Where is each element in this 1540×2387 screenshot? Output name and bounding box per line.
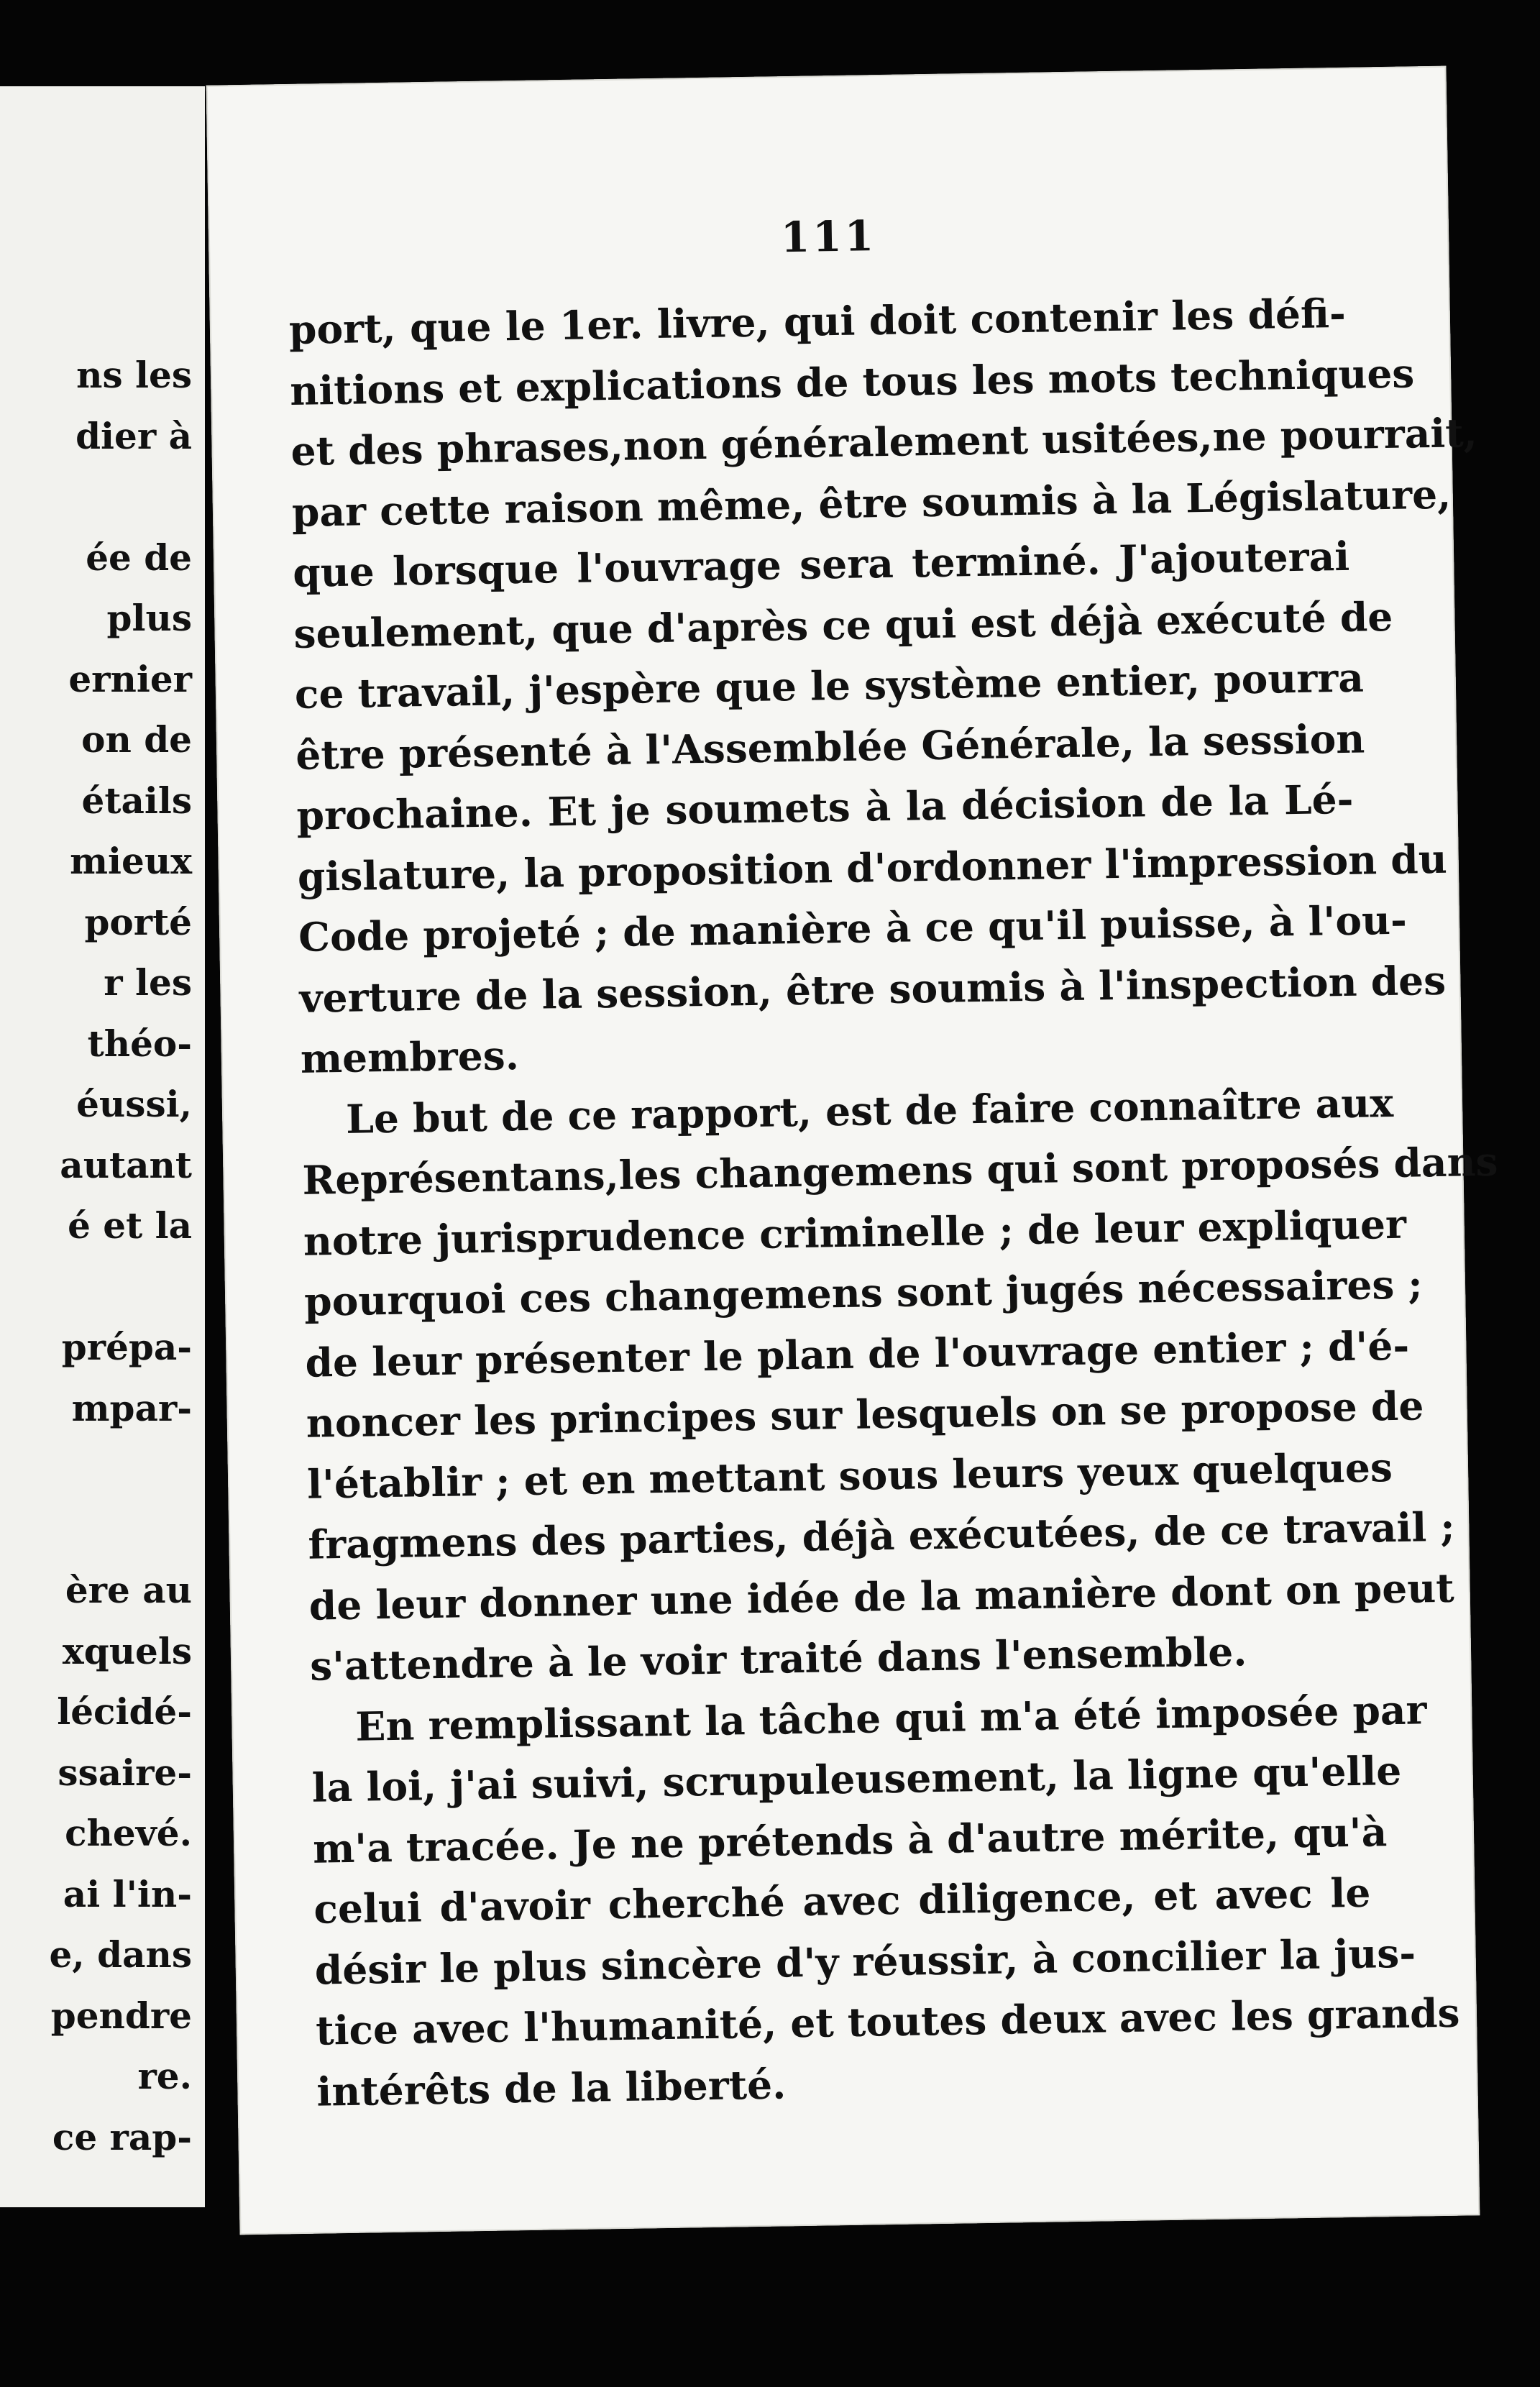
text-line: pourquoi ces changemens sont jugés nécessaires ;: [303, 1260, 1424, 1325]
text-line: membres.: [300, 1032, 520, 1082]
facing-line: r les: [104, 961, 192, 1004]
facing-line: re.: [137, 2055, 192, 2097]
text-line: port, que le 1er. livre, qui doit contenir les défi-: [288, 289, 1347, 353]
text-line: prochaine. Et je soumets à la décision de la Lé-: [296, 775, 1354, 839]
facing-page-left: [0, 86, 205, 2207]
facing-line: porté: [84, 900, 192, 943]
text-line: intérêts de la liberté.: [316, 2060, 787, 2115]
text-line: Code projeté ; de manière à ce qu'il puisse, à l'ou-: [298, 896, 1408, 961]
text-line: que lorsque l'ouvrage sera terminé. J'ajouterai: [292, 532, 1350, 596]
facing-line: plus: [106, 597, 192, 639]
text-line: désir le plus sincère d'y réussir, à concilier la jus-: [314, 1929, 1416, 1994]
text-line: de leur présenter le plan de l'ouvrage entier ; d'é-: [305, 1321, 1410, 1386]
facing-line: e, dans: [49, 1933, 192, 1976]
text-line: ce travail, j'espère que le système entier, pourra: [294, 654, 1365, 718]
facing-line: ernier: [68, 657, 192, 700]
facing-line: mpar-: [71, 1386, 192, 1429]
facing-line: [50, 467, 193, 528]
text-line: par cette raison même, être soumis à la Législature,: [291, 470, 1452, 536]
book-page: [206, 66, 1498, 2235]
facing-line: étails: [81, 779, 192, 822]
text-line: s'attendre à le voir traité dans l'ensemble.: [309, 1628, 1247, 1690]
page-number: 111: [780, 211, 877, 262]
facing-line: chevé.: [65, 1812, 192, 1854]
text-line: de leur donner une idée de la manière dont on peut: [308, 1564, 1455, 1629]
facing-line: dier à: [75, 414, 192, 457]
text-line: notre jurisprudence criminelle ; de leur expliquer: [303, 1200, 1407, 1265]
facing-line: théo-: [87, 1022, 192, 1065]
text-line: noncer les principes sur lesquels on se propose de: [306, 1382, 1424, 1447]
facing-line: é et la: [68, 1204, 192, 1247]
facing-page-text: [50, 345, 193, 2168]
text-line: seulement, que d'après ce qui est déjà exécuté de: [293, 592, 1393, 657]
facing-line: ai l'in-: [63, 1872, 192, 1915]
facing-line: [50, 1257, 193, 1318]
facing-line: on de: [81, 718, 192, 761]
text-line: m'a tracée. Je ne prétends à d'autre mérite, qu'à: [312, 1808, 1388, 1872]
facing-line: ère au: [65, 1569, 192, 1611]
paragraph-2: [301, 1073, 1498, 1697]
page-body: [288, 283, 1498, 2122]
facing-line: [50, 1500, 193, 1561]
facing-line: ce rap-: [52, 2115, 192, 2158]
text-line: l'établir ; et en mettant sous leurs yeux quelques: [306, 1443, 1393, 1508]
paragraph-1: [288, 283, 1478, 1089]
text-line: tice avec l'humanité, et toutes deux avec les grands: [315, 1989, 1460, 2054]
facing-line: mieux: [70, 840, 192, 882]
facing-line: lécidé-: [57, 1690, 192, 1733]
facing-line: éussi,: [76, 1083, 192, 1125]
facing-line: autant: [60, 1143, 192, 1186]
text-line: Représentans,les changemens qui sont proposés dans: [302, 1137, 1498, 1204]
facing-line: prépa-: [61, 1326, 192, 1368]
text-line: Le but de ce rapport, est de faire connaître aux: [345, 1078, 1394, 1142]
text-line: celui d'avoir cherché avec diligence, et avec le: [313, 1869, 1371, 1933]
facing-line: ée de: [86, 536, 192, 579]
facing-line: pendre: [50, 1994, 192, 2037]
paragraph-3: [311, 1680, 1460, 2122]
facing-line: ssaire-: [58, 1751, 192, 1794]
text-line: gislature, la proposition d'ordonner l'impression du: [297, 835, 1448, 900]
text-line: et des phrases,non généralement usitées,ne pourrait,: [290, 409, 1478, 475]
facing-line: [50, 1439, 193, 1500]
text-line: En remplissant la tâche qui m'a été imposée par: [354, 1685, 1427, 1750]
text-line: la loi, j'ai suivi, scrupuleusement, la ligne qu'elle: [311, 1746, 1402, 1811]
facing-line: xquels: [62, 1629, 192, 1672]
text-line: nitions et explications de tous les mots techniques: [289, 349, 1415, 414]
text-line: verture de la session, être soumis à l'inspection des: [299, 956, 1447, 1022]
text-line: être présenté à l'Assemblée Générale, la session: [295, 715, 1365, 779]
facing-line: ns les: [76, 354, 192, 396]
text-line: fragmens des parties, déjà exécutées, de ce travail ;: [308, 1503, 1456, 1568]
